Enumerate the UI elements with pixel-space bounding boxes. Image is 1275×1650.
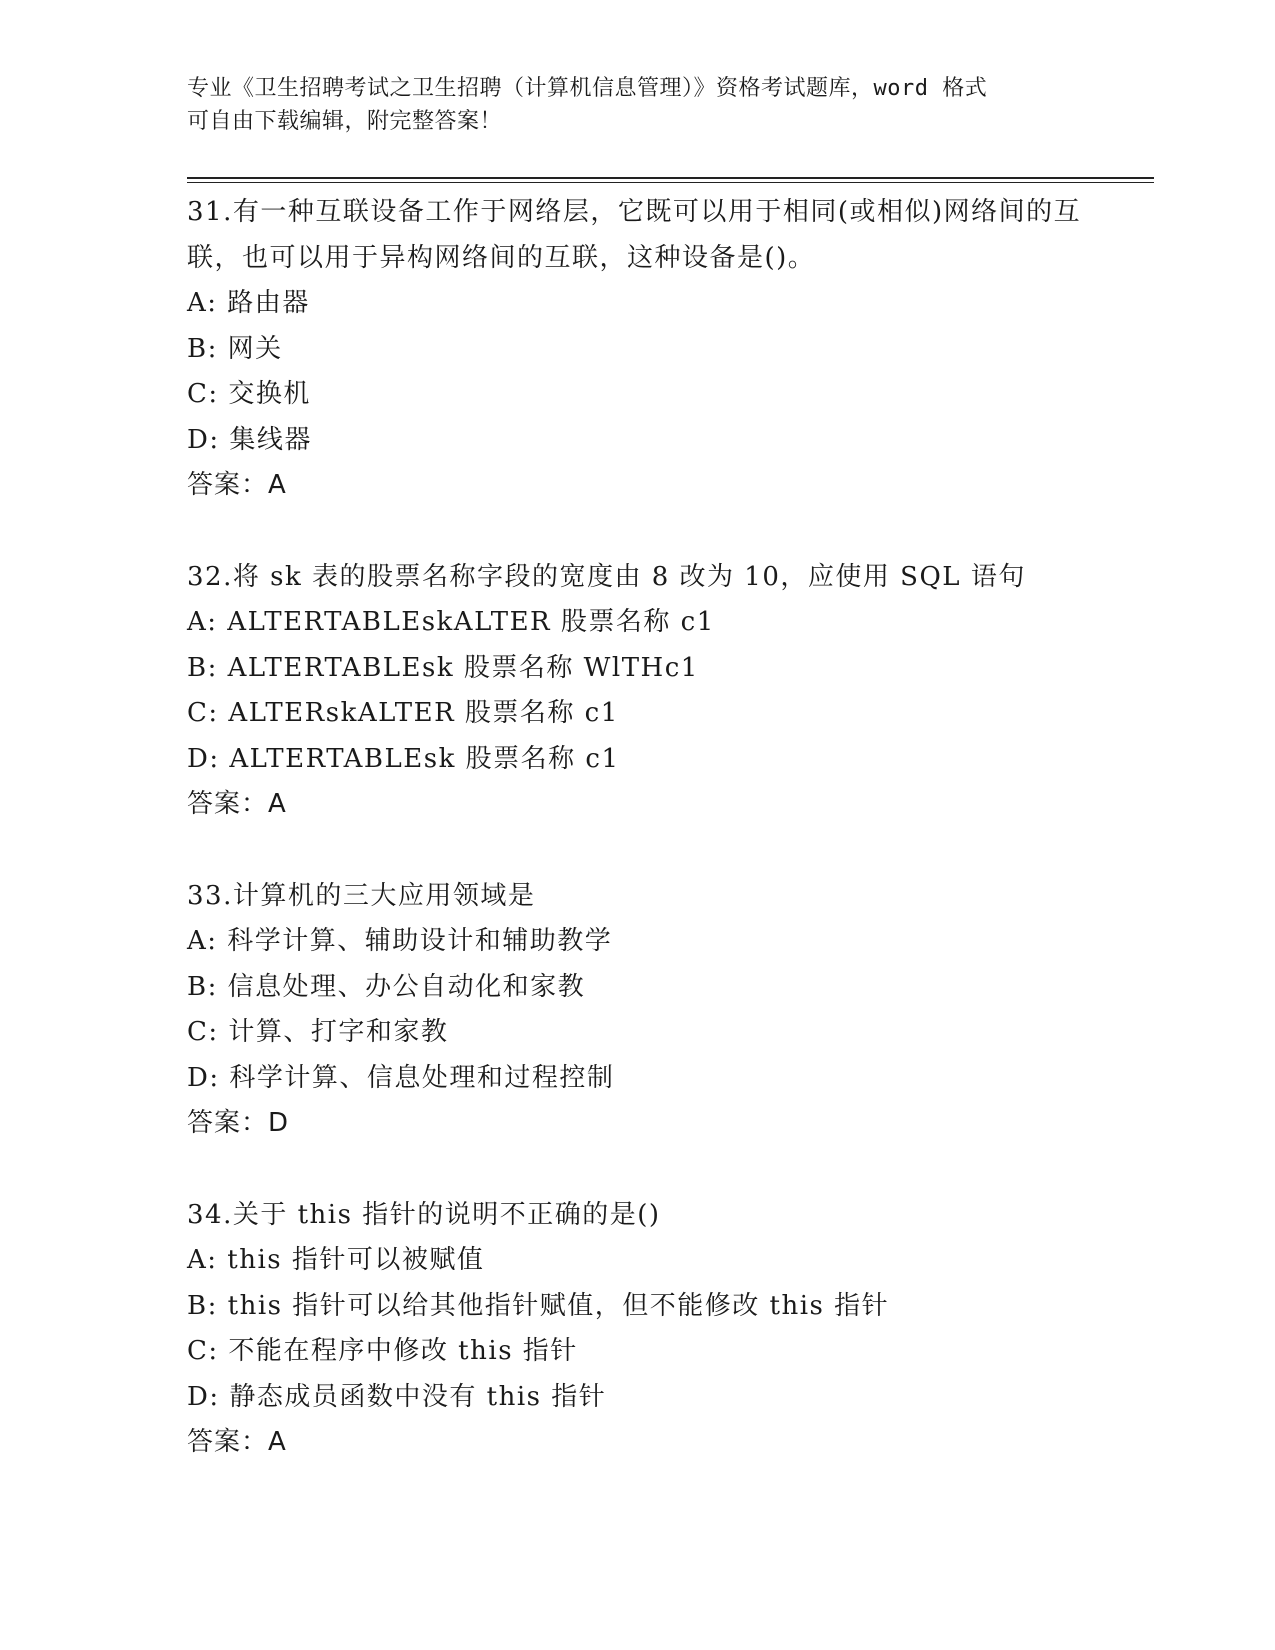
option-b: B: 网关 [187,333,283,364]
document-header [187,72,1067,138]
header-divider-thick [187,177,1154,179]
answer: 答案：D [187,1108,290,1138]
question-stem: 34.关于 this 指针的说明不正确的是() [187,1199,661,1230]
option-a: A: 路由器 [187,288,310,318]
option-d: D: 静态成员函数中没有 this 指针 [187,1381,607,1412]
question-stem: 33.计算机的三大应用领域是 [187,880,536,911]
header-line-1: 专业《卫生招聘考试之卫生招聘（计算机信息管理）》资格考试题库，word 格式 [187,76,988,101]
option-a: A: ALTERTABLEskALTER 股票名称 c1 [187,607,715,637]
option-d: D: 集线器 [187,424,312,455]
answer: 答案：A [187,470,287,500]
option-c: C: ALTERskALTER 股票名称 c1 [187,698,619,728]
option-b: B: 信息处理、办公自动化和家教 [187,971,586,1002]
option-c: C: 计算、打字和家教 [187,1017,449,1047]
answer: 答案：A [187,1427,287,1457]
question-stem: 31.有一种互联设备工作于网络层，它既可以用于相同(或相似)网络间的互联，也可以用于异构网络间的互联，这种设备是()。 [187,197,1082,273]
option-b: B: ALTERTABLEsk 股票名称 WlTHc1 [187,652,699,683]
question-32 [187,555,1147,828]
question-stem: 32.将 sk 表的股票名称字段的宽度由 8 改为 10，应使用 SQL 语句 [187,561,1026,592]
option-a: A: 科学计算、辅助设计和辅助教学 [187,926,613,956]
option-a: A: this 指针可以被赋值 [187,1245,485,1275]
answer: 答案：A [187,789,287,819]
option-d: D: 科学计算、信息处理和过程控制 [187,1062,615,1093]
option-d: D: ALTERTABLEsk 股票名称 c1 [187,743,620,774]
option-c: C: 交换机 [187,379,311,409]
question-33 [187,874,1147,1147]
question-31 [187,190,1147,509]
option-c: C: 不能在程序中修改 this 指针 [187,1336,578,1366]
header-divider-thin [187,182,1154,183]
question-34 [187,1193,1147,1466]
option-b: B: this 指针可以给其他指针赋值，但不能修改 this 指针 [187,1290,890,1321]
header-line-2: 可自由下载编辑，附完整答案！ [187,109,503,134]
question-list [187,190,1147,1512]
